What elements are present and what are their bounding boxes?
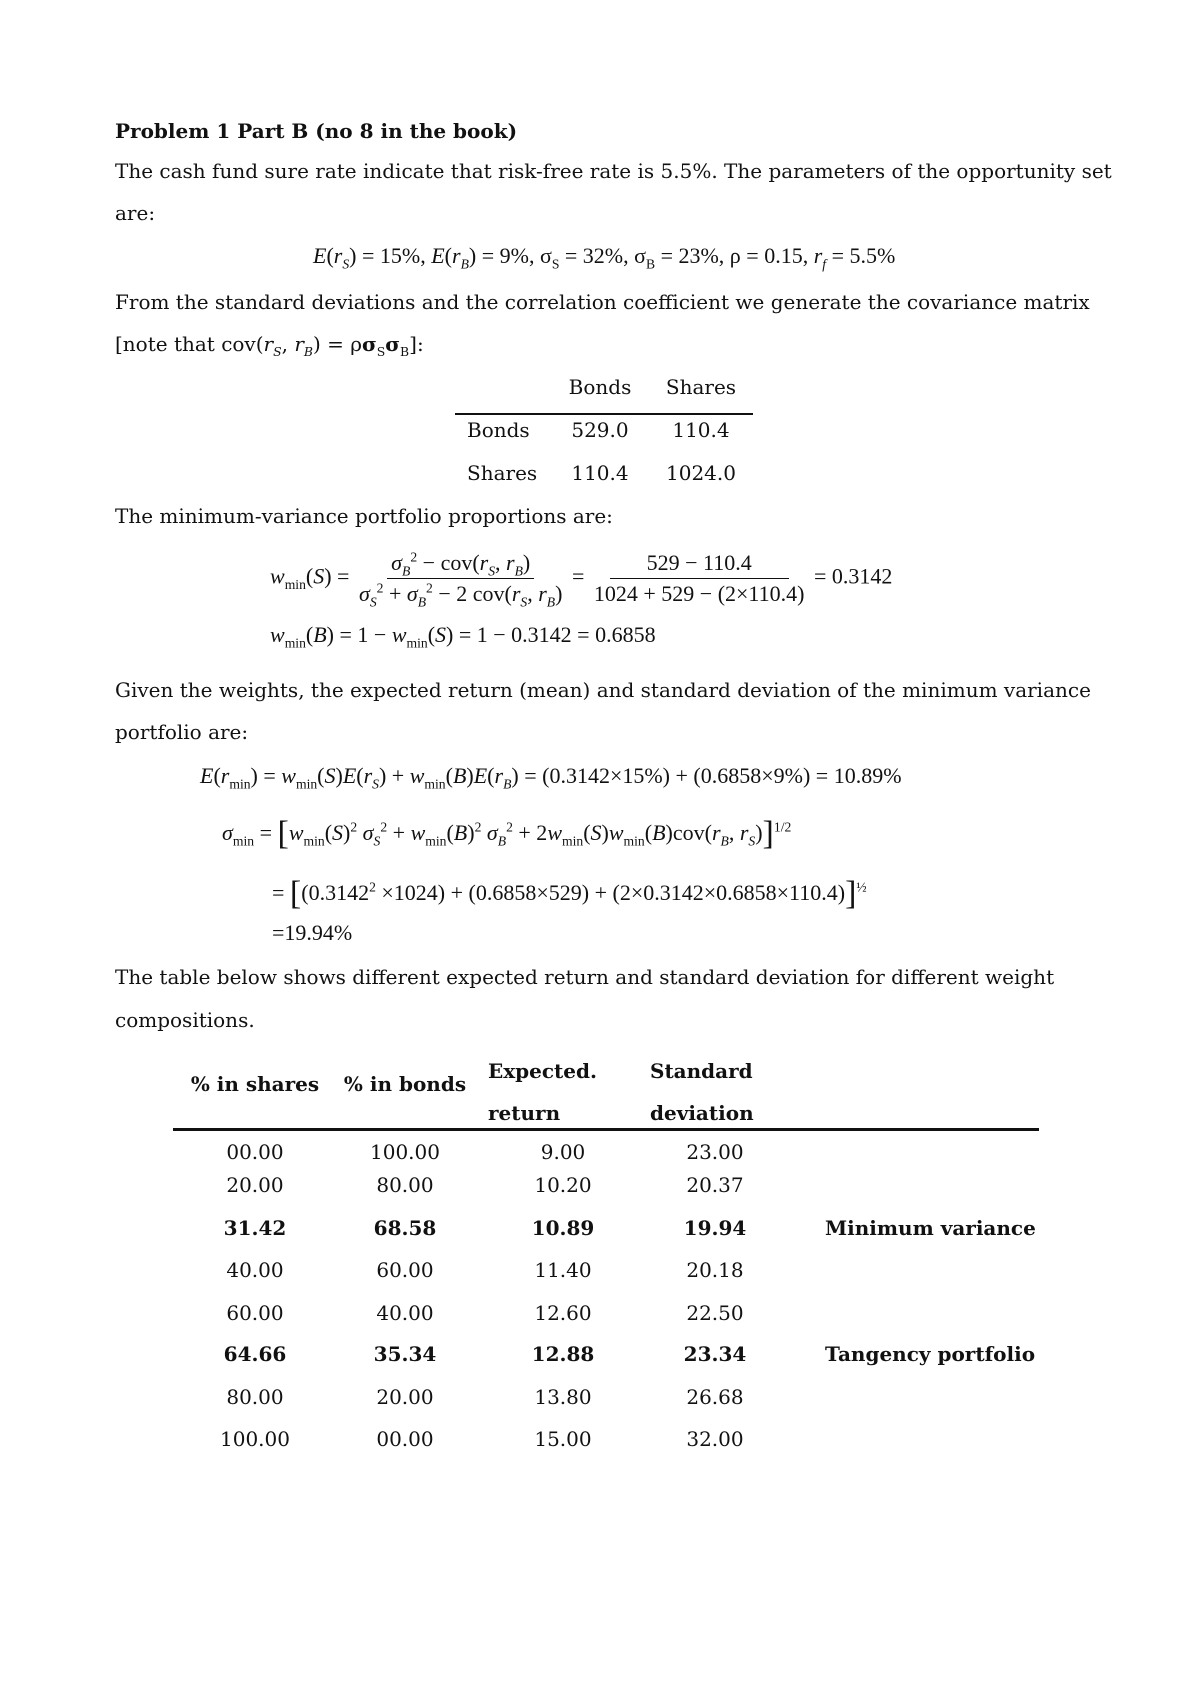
table-cell-ret: 13.80 bbox=[534, 1385, 592, 1409]
intro-line-2: are: bbox=[115, 201, 156, 225]
table-header-expected-line-2: return bbox=[488, 1101, 561, 1125]
parameters-equation: $E(r_S) = 15\%$, $E(r_B) = 9\%$, $\sigma_S = 32\%$, $\sigma_B = 23\%$, ρ = 0.15, $r_f = 5.5\%$ bbox=[313, 243, 896, 272]
table-cell-bonds: 00.00 bbox=[376, 1427, 434, 1451]
table-header-bonds: % in bonds bbox=[343, 1072, 467, 1096]
wmin-s-result: = 0.3142 bbox=[813, 563, 893, 589]
table-cell-ret: 12.88 bbox=[531, 1342, 595, 1366]
table-cell-shares: 00.00 bbox=[226, 1140, 284, 1164]
cov-row-label-shares: Shares bbox=[467, 461, 538, 485]
covariance-text-line-1: From the standard deviations and the correlation coefficient we generate the covariance matrix bbox=[115, 290, 1090, 314]
table-row-note: Minimum variance bbox=[825, 1216, 1036, 1240]
table-header-standard-deviation bbox=[650, 1050, 780, 1134]
expected-return-equation: $E(r_{min}) = w_{min}(S)E(r_S) + w_{min}(B)E(r_B) = (0.3142\times 15\%) + (0.6858\times 9\%) = 10.89\%$ bbox=[200, 763, 902, 792]
table-cell-bonds: 20.00 bbox=[376, 1385, 434, 1409]
table-cell-ret: 11.40 bbox=[534, 1258, 592, 1282]
table-header-rule bbox=[173, 1128, 1039, 1131]
table-cell-shares: 31.42 bbox=[223, 1216, 287, 1240]
table-intro-line-2: compositions. bbox=[115, 1008, 255, 1032]
intro-line-1: The cash fund sure rate indicate that risk-free rate is 5.5%. The parameters of the opportunity set bbox=[115, 159, 1112, 183]
cov-row-label-bonds: Bonds bbox=[467, 418, 530, 442]
covariance-text-line-2: [note that $cov(r_S$, $r_B) = \rho\sigma_S\sigma_B$]: bbox=[115, 332, 424, 359]
table-cell-ret: 12.60 bbox=[534, 1301, 592, 1325]
weights-text-line-1: Given the weights, the expected return (mean) and standard deviation of the minimum variance bbox=[115, 678, 1091, 702]
cov-matrix-rule bbox=[455, 413, 753, 415]
table-cell-bonds: 80.00 bbox=[376, 1173, 434, 1197]
table-cell-shares: 60.00 bbox=[226, 1301, 284, 1325]
table-cell-ret: 9.00 bbox=[540, 1140, 586, 1164]
table-cell-ret: 15.00 bbox=[534, 1427, 592, 1451]
table-header-expected-return bbox=[488, 1050, 618, 1134]
cov-cell: 1024.0 bbox=[666, 461, 736, 485]
problem-heading: Problem 1 Part B (no 8 in the book) bbox=[115, 119, 518, 143]
cov-cell: 529.0 bbox=[571, 418, 629, 442]
table-cell-sd: 26.68 bbox=[686, 1385, 744, 1409]
table-cell-sd: 20.18 bbox=[686, 1258, 744, 1282]
table-header-expected-line-1: Expected. bbox=[488, 1059, 597, 1083]
table-cell-bonds: 60.00 bbox=[376, 1258, 434, 1282]
table-cell-sd: 22.50 bbox=[686, 1301, 744, 1325]
table-cell-sd: 20.37 bbox=[686, 1173, 744, 1197]
table-cell-shares: 64.66 bbox=[223, 1342, 287, 1366]
table-cell-shares: 40.00 bbox=[226, 1258, 284, 1282]
table-cell-shares: 20.00 bbox=[226, 1173, 284, 1197]
std-dev-equation-line-1: $\sigma_{min} = [w_{min}(S)^2$ $\sigma_S^2 + w_{min}(B)^2$ $\sigma_B^2 + 2w_{min}(S)w_{min}(B)cov(r_B$, $r_S)]^{1/2}$ bbox=[222, 815, 792, 852]
table-row-note: Tangency portfolio bbox=[825, 1342, 1036, 1366]
table-cell-sd: 32.00 bbox=[686, 1427, 744, 1451]
table-header-shares: % in shares bbox=[190, 1072, 320, 1096]
table-cell-bonds: 40.00 bbox=[376, 1301, 434, 1325]
min-variance-text: The minimum-variance portfolio proportions are: bbox=[115, 504, 613, 528]
table-cell-bonds: 68.58 bbox=[373, 1216, 437, 1240]
table-intro-line-1: The table below shows different expected return and standard deviation for different weight bbox=[115, 965, 1055, 989]
table-cell-shares: 80.00 bbox=[226, 1385, 284, 1409]
table-header-standard-line-1: Standard bbox=[650, 1059, 753, 1083]
table-header-standard-line-2: deviation bbox=[650, 1101, 754, 1125]
cov-header-bonds: Bonds bbox=[568, 375, 632, 399]
weights-text-line-2: portfolio are: bbox=[115, 720, 249, 744]
cov-header-shares: Shares bbox=[665, 375, 737, 399]
std-dev-equation-line-2: = $[(0.3142^2 \times 1024) + (0.6858\times 529) + (2\times 0.3142\times 0.6858\times 110.4)]^{\frac{1}{2}}$ bbox=[272, 875, 867, 912]
cov-cell: 110.4 bbox=[672, 418, 730, 442]
table-cell-sd: 23.34 bbox=[683, 1342, 747, 1366]
table-cell-ret: 10.89 bbox=[531, 1216, 595, 1240]
wmin-s-equation: $w_{min}(S)$ = $\frac{\sigma_B^2 - cov(r_S, r_B)}{\sigma_S^2 + \sigma_B^2 - 2 cov(r_S, r_B)}$ = $\frac{529 - 110.4}{1024 + 529 - (2\times 110.4)}$ = 0.3142 bbox=[270, 549, 893, 610]
cov-cell: 110.4 bbox=[571, 461, 629, 485]
table-cell-shares: 100.00 bbox=[220, 1427, 290, 1451]
table-cell-sd: 19.94 bbox=[683, 1216, 747, 1240]
table-cell-ret: 10.20 bbox=[534, 1173, 592, 1197]
std-dev-result: =19.94% bbox=[272, 920, 353, 945]
table-cell-sd: 23.00 bbox=[686, 1140, 744, 1164]
table-cell-bonds: 100.00 bbox=[370, 1140, 440, 1164]
table-cell-bonds: 35.34 bbox=[373, 1342, 437, 1366]
wmin-b-equation: $w_{min}(B) = 1 - w_{min}(S) = 1 - 0.3142 = 0.6858$ bbox=[270, 622, 656, 651]
